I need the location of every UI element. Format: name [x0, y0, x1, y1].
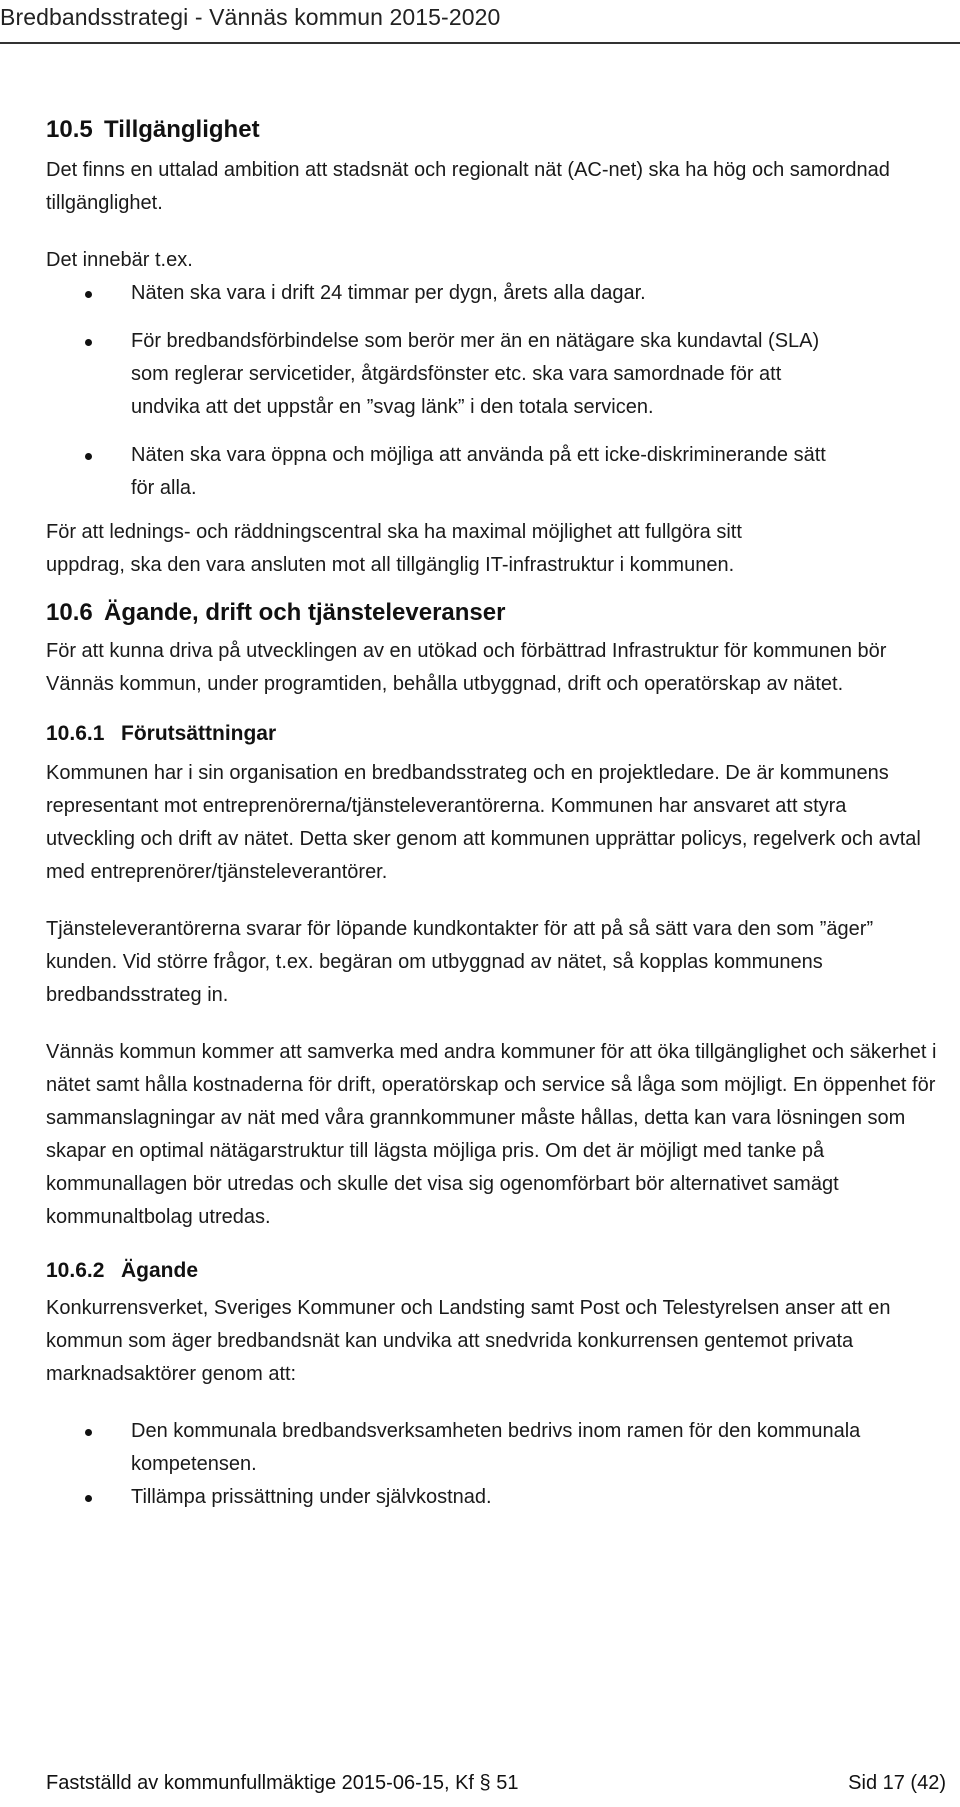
- list-item-text: Tillämpa prissättning under självkostnad.: [131, 1486, 492, 1508]
- footer-adoption-note: Fastställd av kommunfullmäktige 2015-06-15, Kf § 51: [46, 1772, 519, 1794]
- section-title: Tillgänglighet: [104, 116, 260, 143]
- section-10-5-bullet-list: [46, 277, 946, 505]
- list-item-text: Näten ska vara öppna och möjliga att använda på ett icke-diskriminerande sätt för alla.: [131, 444, 826, 499]
- document-body: [46, 116, 946, 1514]
- list-item: [46, 1481, 871, 1514]
- footer-page-number: Sid 17 (42): [848, 1772, 946, 1794]
- section-10-6-1-heading: [46, 719, 946, 749]
- section-10-5-intro: Det finns en uttalad ambition att stadsnät och regionalt nät (AC-net) ska ha hög och samordnad tillgänglighet.: [46, 159, 890, 214]
- list-item: [46, 439, 853, 505]
- bullet-icon: [85, 291, 92, 298]
- bullet-icon: [85, 1495, 92, 1502]
- section-10-6-2-intro: Konkurrensverket, Sveriges Kommuner och Landsting samt Post och Telestyrelsen anser att en kommun som äger bredbandsnät kan undvika att snedvrida konkurrensen gentemot privata marknadsaktörer genom att:: [46, 1297, 891, 1385]
- section-10-6-1-paragraph-3: Vännäs kommun kommer att samverka med andra kommuner för att öka tillgänglighet och säkerhet i nätet samt hålla kostnaderna för drift, operatörskap och service så låga som möjligt. En öppenhet för sammanslagningar av nät med våra grannkommuner måste hållas, detta kan vara lösningen som skapar en optimal nätägarstruktur till lägsta möjliga pris. Om det är möjligt med tanke på kommunallagen bör utredas och skulle det visa sig ogenomförbart bör alternativet samägt kommunaltbolag utredas.: [46, 1041, 937, 1228]
- list-item-text: För bredbandsförbindelse som berör mer än en nätägare ska kundavtal (SLA) som reglerar servicetider, åtgärdsfönster etc. ska vara samordnade för att undvika att det uppstår en ”svag länk” i den totala servicen.: [131, 330, 820, 418]
- list-item: [46, 277, 911, 310]
- section-10-6-intro: För att kunna driva på utvecklingen av en utökad och förbättrad Infrastruktur för kommunen bör Vännäs kommun, under programtiden, behålla utbyggnad, drift och operatörskap av nätet.: [46, 640, 887, 695]
- section-number: 10.6.2: [46, 1259, 105, 1282]
- section-number: 10.6: [46, 599, 93, 626]
- section-title: Ägande, drift och tjänsteleveranser: [104, 599, 506, 626]
- document-header-title: Bredbandsstrategi - Vännäs kommun 2015-2020: [0, 4, 501, 30]
- section-10-6-2-bullet-list: [46, 1415, 946, 1514]
- section-number: 10.5: [46, 116, 93, 143]
- bullet-icon: [85, 339, 92, 346]
- header-divider: [0, 42, 960, 44]
- section-10-5-lead: Det innebär t.ex.: [46, 249, 193, 271]
- section-10-6-2-heading: [46, 1256, 946, 1286]
- section-10-5-closing: För att lednings- och räddningscentral ska ha maximal möjlighet att fullgöra sitt uppdrag, ska den vara ansluten mot all tillgänglig IT-infrastruktur i kommunen.: [46, 521, 742, 576]
- section-10-5-heading: [46, 114, 946, 146]
- list-item-text: Näten ska vara i drift 24 timmar per dygn, årets alla dagar.: [131, 282, 646, 304]
- section-number: 10.6.1: [46, 722, 105, 745]
- section-title: Förutsättningar: [121, 722, 277, 745]
- section-title: Ägande: [121, 1259, 199, 1282]
- list-item: [46, 325, 853, 424]
- section-10-6-heading: [46, 597, 946, 629]
- section-10-6-1-paragraph-2: Tjänsteleverantörerna svarar för löpande kundkontakter för att på så sätt vara den som ”äger” kunden. Vid större frågor, t.ex. begäran om utbyggnad av nätet, så kopplas kommunens bredbandsstrateg in.: [46, 918, 874, 1006]
- section-10-6-1-paragraph-1: Kommunen har i sin organisation en bredbandsstrateg och en projektledare. De är kommunens representant mot entreprenörerna/tjänsteleverantörerna. Kommunen har ansvaret att styra utveckling och drift av nätet. Detta sker genom att kommunen upprättar policys, regelverk och avtal med entreprenörer/tjänsteleverantörer.: [46, 762, 921, 883]
- list-item: [46, 1415, 871, 1481]
- bullet-icon: [85, 1429, 92, 1436]
- list-item-text: Den kommunala bredbandsverksamheten bedrivs inom ramen för den kommunala kompetensen.: [131, 1420, 861, 1475]
- bullet-icon: [85, 453, 92, 460]
